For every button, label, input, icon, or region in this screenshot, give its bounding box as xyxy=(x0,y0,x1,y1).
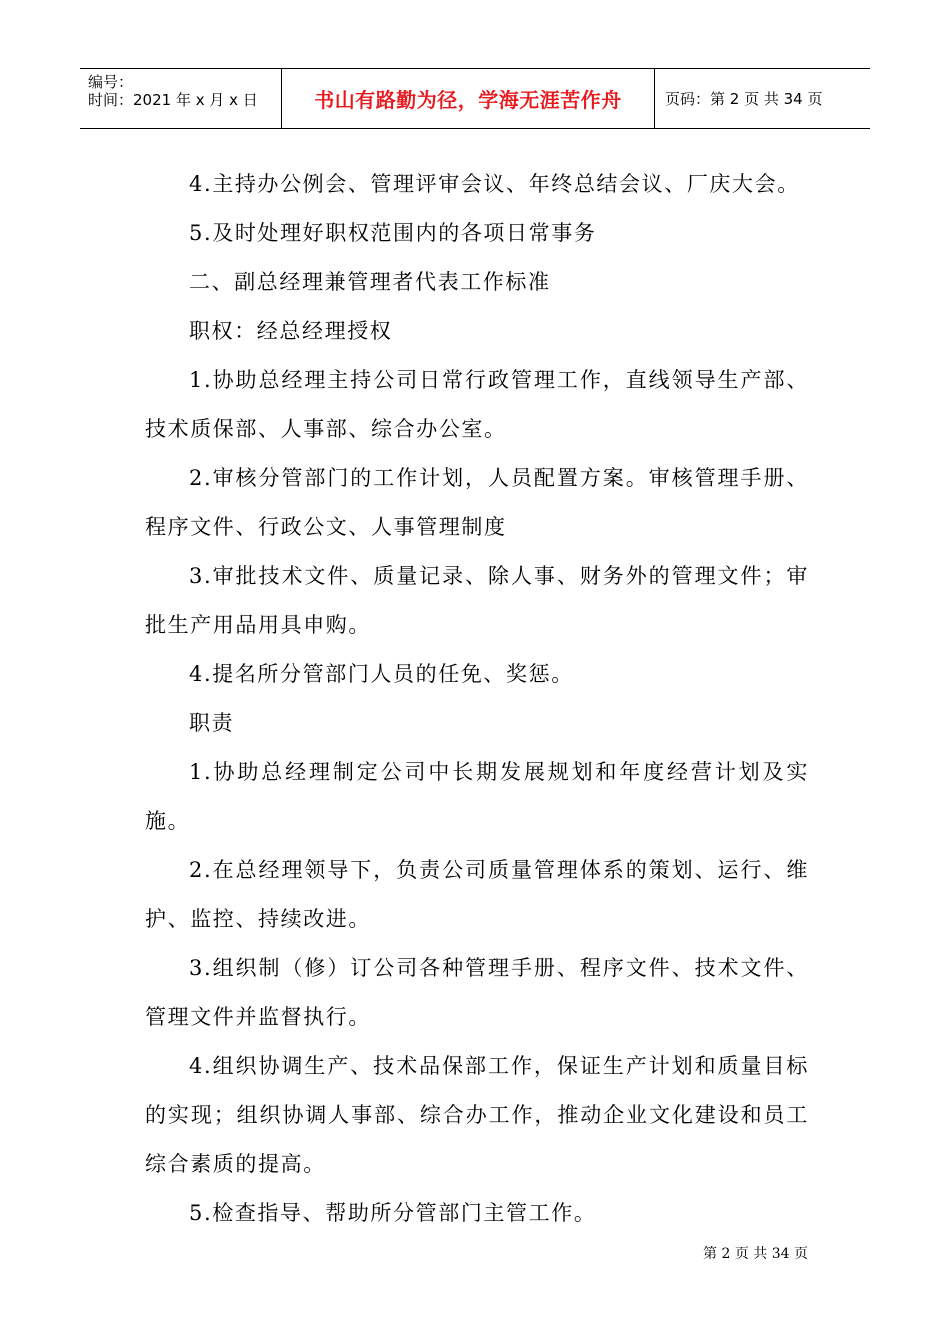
document-body xyxy=(145,160,809,1238)
paragraph: 1.协助总经理主持公司日常行政管理工作，直线领导生产部、技术质保部、人事部、综合办公室。 xyxy=(145,368,809,441)
subsection-heading: 职责 xyxy=(189,711,235,735)
header-page-number: 页码：第 2 页 共 34 页 xyxy=(665,90,823,108)
document-date: 时间：2021 年 x 月 x 日 xyxy=(88,91,258,109)
paragraph: 4.提名所分管部门人员的任免、奖惩。 xyxy=(189,662,574,686)
paragraph: 4.主持办公例会、管理评审会议、年终总结会议、厂庆大会。 xyxy=(189,172,800,196)
section-heading: 二、副总经理兼管理者代表工作标准 xyxy=(189,270,551,294)
paragraph: 1.协助总经理制定公司中长期发展规划和年度经营计划及实施。 xyxy=(145,760,809,833)
footer-page-number: 第 2 页 共 34 页 xyxy=(703,1246,808,1262)
paragraph: 3.组织制（修）订公司各种管理手册、程序文件、技术文件、管理文件并监督执行。 xyxy=(145,956,809,1029)
header-meta xyxy=(80,69,282,128)
paragraph: 5.及时处理好职权范围内的各项日常事务 xyxy=(189,221,597,245)
paragraph: 4.组织协调生产、技术品保部工作，保证生产计划和质量目标的实现；组织协调人事部、综合办工作，推动企业文化建设和员工综合素质的提高。 xyxy=(145,1054,809,1176)
document-header xyxy=(80,68,870,129)
subsection-heading: 职权：经总经理授权 xyxy=(189,319,393,343)
paragraph: 2.审核分管部门的工作计划，人员配置方案。审核管理手册、程序文件、行政公文、人事管理制度 xyxy=(145,466,809,539)
paragraph: 2.在总经理领导下，负责公司质量管理体系的策划、运行、维护、监控、持续改进。 xyxy=(145,858,809,931)
paragraph: 3.审批技术文件、质量记录、除人事、财务外的管理文件；审批生产用品用具申购。 xyxy=(145,564,809,637)
header-motto: 书山有路勤为径，学海无涯苦作舟 xyxy=(282,69,655,128)
document-number-label: 编号： xyxy=(88,73,134,91)
paragraph: 5.检查指导、帮助所分管部门主管工作。 xyxy=(189,1201,597,1225)
